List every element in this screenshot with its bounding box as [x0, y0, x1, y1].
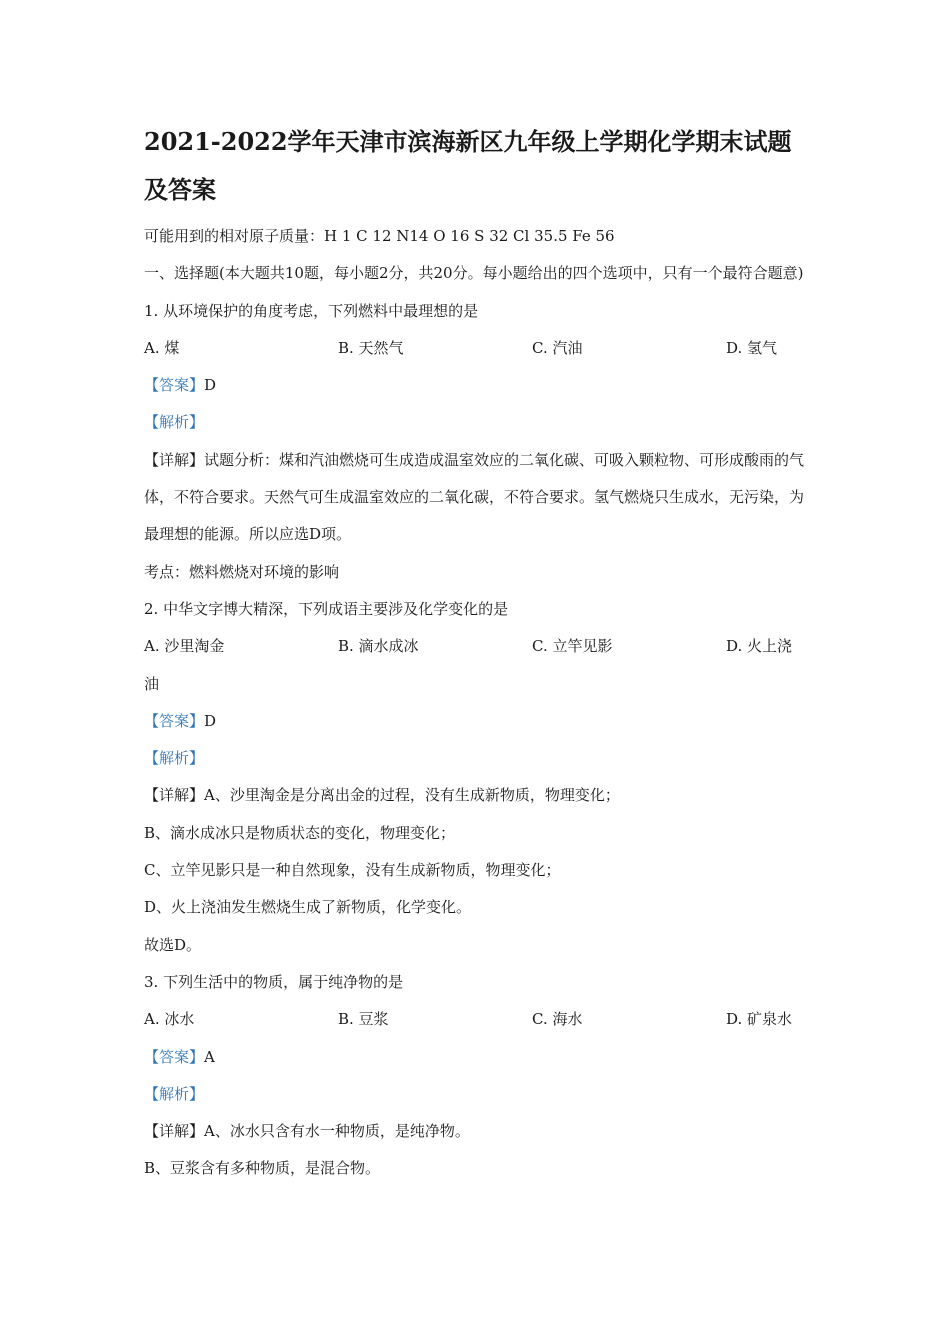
q2-option-d-wrap: 油 — [144, 674, 160, 693]
q2-options — [144, 628, 810, 665]
q3-detail-b: B、豆浆含有多种物质，是混合物。 — [144, 1159, 381, 1178]
detail-label: 【详解】 — [144, 786, 205, 805]
analysis-label: 【解析】 — [144, 413, 205, 432]
q2-option-a: A. 沙里淘金 — [144, 637, 225, 656]
q2-answer-value: D — [204, 711, 217, 730]
q3-detail-a-text: A、冰水只含有水一种物质，是纯净物。 — [204, 1122, 470, 1141]
answer-label: 【答案】 — [144, 711, 205, 730]
q1-detail — [144, 442, 810, 554]
q1-answer — [144, 367, 810, 404]
q3-detail-a — [144, 1113, 810, 1150]
q2-detail-a-text: A、沙里淘金是分离出金的过程，没有生成新物质，物理变化； — [204, 786, 620, 805]
q3-option-b: B. 豆浆 — [338, 1010, 389, 1029]
q2-detail-b: B、滴水成冰只是物质状态的变化，物理变化； — [144, 823, 456, 842]
detail-label: 【详解】 — [144, 1122, 205, 1141]
q3-options — [144, 1001, 810, 1038]
analysis-label: 【解析】 — [144, 749, 205, 768]
document-title: 2021-2022学年天津市滨海新区九年级上学期化学期末试题及答案 — [144, 127, 792, 204]
q2-option-c: C. 立竿见影 — [532, 637, 613, 656]
q1-detail-text: 试题分析：煤和汽油燃烧可生成造成温室效应的二氧化碳、可吸入颗粒物、可形成酸雨的气体，不符合要求。天然气可生成温室效应的二氧化碳，不符合要求。氢气燃烧只生成水，无污染，为最理想的能源。所以应选D项。 — [144, 450, 805, 544]
q2-option-d: D. 火上浇 — [726, 637, 793, 656]
q1-analysis — [144, 404, 810, 441]
q2-analysis — [144, 740, 810, 777]
q3-option-c: C. 海水 — [532, 1010, 583, 1029]
q2-answer — [144, 703, 810, 740]
q1-option-c: C. 汽油 — [532, 338, 583, 357]
q2-detail-d: D、火上浇油发生燃烧生成了新物质，化学变化。 — [144, 898, 472, 917]
q3-analysis — [144, 1076, 810, 1113]
q2-stem: 2. 中华文字博大精深，下列成语主要涉及化学变化的是 — [144, 599, 509, 618]
q1-answer-value: D — [204, 376, 217, 395]
q2-option-b: B. 滴水成冰 — [338, 637, 419, 656]
q1-option-a: A. 煤 — [144, 338, 180, 357]
q2-detail-c: C、立竿见影只是一种自然现象，没有生成新物质，物理变化； — [144, 861, 561, 880]
detail-label: 【详解】 — [144, 450, 205, 469]
document-page — [144, 118, 810, 1188]
q1-stem: 1. 从环境保护的角度考虑，下列燃料中最理想的是 — [144, 301, 479, 320]
answer-label: 【答案】 — [144, 376, 205, 395]
atomic-masses: 可能用到的相对原子质量：H 1 C 12 N14 O 16 S 32 Cl 35.5 Fe 56 — [144, 227, 615, 245]
q1-option-b: B. 天然气 — [338, 338, 404, 357]
q2-detail-a — [144, 777, 810, 814]
q2-conclusion: 故选D。 — [144, 935, 202, 954]
q1-kaodian: 考点：燃料燃烧对环境的影响 — [144, 562, 340, 581]
answer-label: 【答案】 — [144, 1047, 205, 1066]
section-heading: 一、选择题(本大题共10题，每小题2分，共20分。每小题给出的四个选项中，只有一个最符合题意) — [144, 264, 804, 283]
q3-answer-value: A — [204, 1047, 215, 1066]
q1-option-d: D. 氢气 — [726, 338, 778, 357]
q3-stem: 3. 下列生活中的物质，属于纯净物的是 — [144, 972, 404, 991]
q3-answer — [144, 1039, 810, 1076]
analysis-label: 【解析】 — [144, 1084, 205, 1103]
q3-option-d: D. 矿泉水 — [726, 1010, 793, 1029]
q3-option-a: A. 冰水 — [144, 1010, 195, 1029]
q1-options — [144, 330, 810, 367]
